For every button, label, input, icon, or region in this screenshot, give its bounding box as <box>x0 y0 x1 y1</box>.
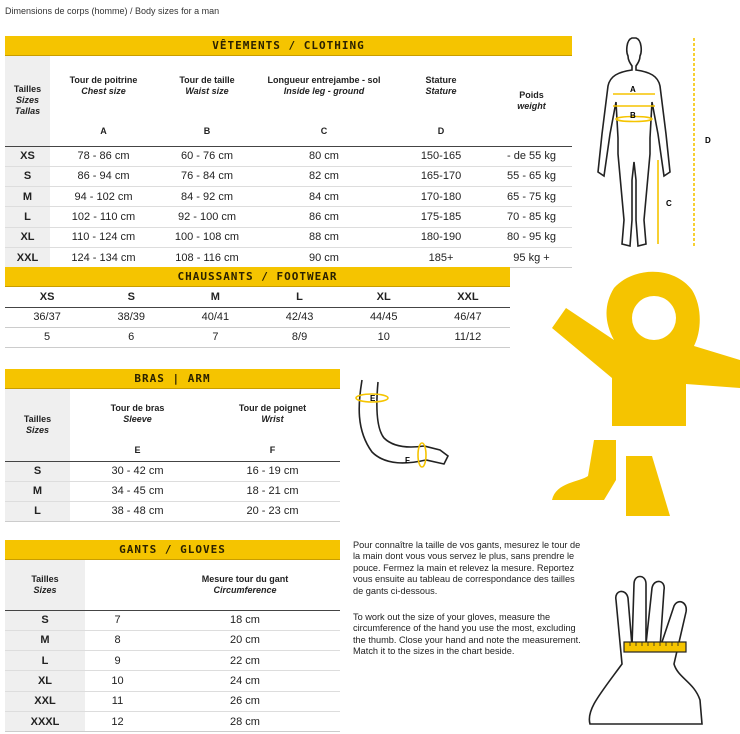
letter-e: E <box>70 439 205 461</box>
gloves-title: GANTS / GLOVES <box>5 540 340 560</box>
label-a: A <box>630 85 636 94</box>
label-d: D <box>705 136 711 145</box>
glove-number-cell: 9 <box>85 651 150 671</box>
size-cell: XS <box>5 287 89 307</box>
label-f: F <box>405 456 410 465</box>
uk-size-cell: 5 <box>5 327 89 347</box>
stature-cell: 170-180 <box>391 187 491 207</box>
garment-icon <box>552 268 740 522</box>
letter-f: F <box>205 439 340 461</box>
size-cell: M <box>5 630 85 650</box>
size-cell: S <box>5 461 70 481</box>
size-cell: L <box>5 651 85 671</box>
boot-right-shape <box>626 456 670 516</box>
weight-cell: 95 kg + <box>491 247 572 267</box>
inside-leg-cell: 86 cm <box>257 207 391 227</box>
col-weight: Poids weight <box>491 56 572 146</box>
col-waist: Tour de taille Waist size <box>179 75 235 96</box>
uk-size-cell: 6 <box>89 327 173 347</box>
table-row <box>5 501 340 521</box>
glove-number-cell: 7 <box>85 610 150 630</box>
table-row <box>5 711 340 731</box>
clothing-table <box>5 36 572 268</box>
inside-leg-cell: 80 cm <box>257 146 391 166</box>
table-row <box>5 461 340 481</box>
page-title: Dimensions de corps (homme) / Body sizes for a man <box>5 6 220 16</box>
table-row <box>5 247 572 267</box>
label-b: B <box>630 111 636 120</box>
table-row <box>5 651 340 671</box>
footwear-table <box>5 267 510 348</box>
size-cell: M <box>5 187 50 207</box>
col-stature: Stature Stature <box>425 75 457 96</box>
letter-d: D <box>391 116 491 146</box>
waist-cell: 100 - 108 cm <box>157 227 257 247</box>
arm-table <box>5 369 340 522</box>
weight-cell: 65 - 75 kg <box>491 187 572 207</box>
table-row <box>5 187 572 207</box>
waist-cell: 84 - 92 cm <box>157 187 257 207</box>
circumference-cell: 22 cm <box>150 651 340 671</box>
size-cell: L <box>5 207 50 227</box>
size-cell: M <box>5 481 70 501</box>
table-row <box>5 671 340 691</box>
size-cell: M <box>173 287 257 307</box>
size-cell: XL <box>342 287 426 307</box>
wrist-cell: 18 - 21 cm <box>205 481 340 501</box>
jacket-shape <box>552 272 740 426</box>
glove-number-cell: 11 <box>85 691 150 711</box>
body-outline <box>598 38 670 246</box>
waist-cell: 60 - 76 cm <box>157 146 257 166</box>
stature-cell: 150-165 <box>391 146 491 166</box>
size-cell: L <box>5 501 70 521</box>
table-row <box>5 327 510 347</box>
size-cell: XXXL <box>5 711 85 731</box>
waist-cell: 76 - 84 cm <box>157 166 257 186</box>
size-cell: XS <box>5 146 50 166</box>
footwear-title: CHAUSSANTS / FOOTWEAR <box>5 267 510 287</box>
circumference-cell: 26 cm <box>150 691 340 711</box>
wrist-cell: 20 - 23 cm <box>205 501 340 521</box>
inside-leg-cell: 88 cm <box>257 227 391 247</box>
circumference-cell: 24 cm <box>150 671 340 691</box>
table-row <box>5 166 572 186</box>
waist-cell: 92 - 100 cm <box>157 207 257 227</box>
chest-cell: 94 - 102 cm <box>50 187 157 207</box>
inside-leg-cell: 82 cm <box>257 166 391 186</box>
gloves-table <box>5 540 340 732</box>
table-row <box>5 630 340 650</box>
table-row <box>5 481 340 501</box>
hand-figure <box>582 560 708 730</box>
size-label: Tailles Sizes <box>5 389 70 461</box>
size-cell: S <box>5 166 50 186</box>
uk-size-cell: 7 <box>173 327 257 347</box>
inside-leg-cell: 90 cm <box>257 247 391 267</box>
body-figure <box>588 30 736 252</box>
size-cell: S <box>5 610 85 630</box>
circumference-cell: 28 cm <box>150 711 340 731</box>
tape-measure <box>624 642 686 652</box>
sleeve-cell: 38 - 48 cm <box>70 501 205 521</box>
eu-size-cell: 44/45 <box>342 307 426 327</box>
uk-size-cell: 10 <box>342 327 426 347</box>
circumference-cell: 20 cm <box>150 630 340 650</box>
letter-c: C <box>257 116 391 146</box>
chest-cell: 102 - 110 cm <box>50 207 157 227</box>
glove-number-cell: 12 <box>85 711 150 731</box>
table-row <box>5 287 510 307</box>
size-label: Tailles Sizes Tallas <box>5 56 50 146</box>
size-cell: L <box>257 287 341 307</box>
size-cell: XXL <box>5 247 50 267</box>
stature-cell: 165-170 <box>391 166 491 186</box>
chest-cell: 124 - 134 cm <box>50 247 157 267</box>
sleeve-cell: 30 - 42 cm <box>70 461 205 481</box>
chest-cell: 86 - 94 cm <box>50 166 157 186</box>
table-row <box>5 307 510 327</box>
gloves-instructions-fr: Pour connaître la taille de vos gants, mesurez le tour de la main dont vous vous servez le plus, sans prendre le pouce. Fermez la main et relevez la mesure. Reportez vous ensuite au tableau de correspondance des tailles de gants ci-dessous. <box>353 540 581 596</box>
eu-size-cell: 46/47 <box>426 307 510 327</box>
size-label: Tailles Sizes <box>5 560 85 610</box>
weight-cell: 55 - 65 kg <box>491 166 572 186</box>
clothing-title: VÊTEMENTS / CLOTHING <box>5 36 572 56</box>
table-row <box>5 691 340 711</box>
size-cell: XL <box>5 671 85 691</box>
size-cell: S <box>89 287 173 307</box>
letter-b: B <box>157 116 257 146</box>
hood-opening <box>632 296 676 340</box>
arm-title: BRAS | ARM <box>5 369 340 389</box>
table-row <box>5 146 572 166</box>
label-e: E <box>370 394 376 403</box>
col-wrist: Tour de poignet Wrist <box>238 403 307 424</box>
eu-size-cell: 40/41 <box>173 307 257 327</box>
col-spacer <box>85 560 150 610</box>
arm-outline <box>359 380 448 464</box>
chest-cell: 78 - 86 cm <box>50 146 157 166</box>
stature-cell: 175-185 <box>391 207 491 227</box>
stature-cell: 185+ <box>391 247 491 267</box>
table-row <box>5 227 572 247</box>
uk-size-cell: 11/12 <box>426 327 510 347</box>
waist-cell: 108 - 116 cm <box>157 247 257 267</box>
circumference-cell: 18 cm <box>150 610 340 630</box>
eu-size-cell: 38/39 <box>89 307 173 327</box>
col-inside-leg: Longueur entrejambe - sol Inside leg - ground <box>267 75 381 96</box>
arm-figure <box>352 374 452 486</box>
inside-leg-cell: 84 cm <box>257 187 391 207</box>
chest-measure-line <box>613 94 655 106</box>
col-circumference: Mesure tour du gant Circumference <box>150 560 340 610</box>
boot-left-shape <box>552 440 616 500</box>
weight-cell: 70 - 85 kg <box>491 207 572 227</box>
weight-cell: - de 55 kg <box>491 146 572 166</box>
chest-cell: 110 - 124 cm <box>50 227 157 247</box>
gloves-instructions-en: To work out the size of your gloves, measure the circumference of the hand you use the most, excluding the thumb. Close your hand and note the measurement. Match it to the sizes in the chart beside. <box>353 612 581 657</box>
label-c: C <box>666 199 672 208</box>
letter-a: A <box>50 116 157 146</box>
glove-number-cell: 8 <box>85 630 150 650</box>
weight-cell: 80 - 95 kg <box>491 227 572 247</box>
table-row <box>5 610 340 630</box>
stature-cell: 180-190 <box>391 227 491 247</box>
eu-size-cell: 36/37 <box>5 307 89 327</box>
wrist-cell: 16 - 19 cm <box>205 461 340 481</box>
eu-size-cell: 42/43 <box>257 307 341 327</box>
sleeve-cell: 34 - 45 cm <box>70 481 205 501</box>
uk-size-cell: 8/9 <box>257 327 341 347</box>
glove-number-cell: 10 <box>85 671 150 691</box>
col-chest: Tour de poitrine Chest size <box>69 75 138 96</box>
size-cell: XXL <box>426 287 510 307</box>
col-sleeve: Tour de bras Sleeve <box>110 403 165 424</box>
size-cell: XL <box>5 227 50 247</box>
table-row <box>5 207 572 227</box>
size-cell: XXL <box>5 691 85 711</box>
